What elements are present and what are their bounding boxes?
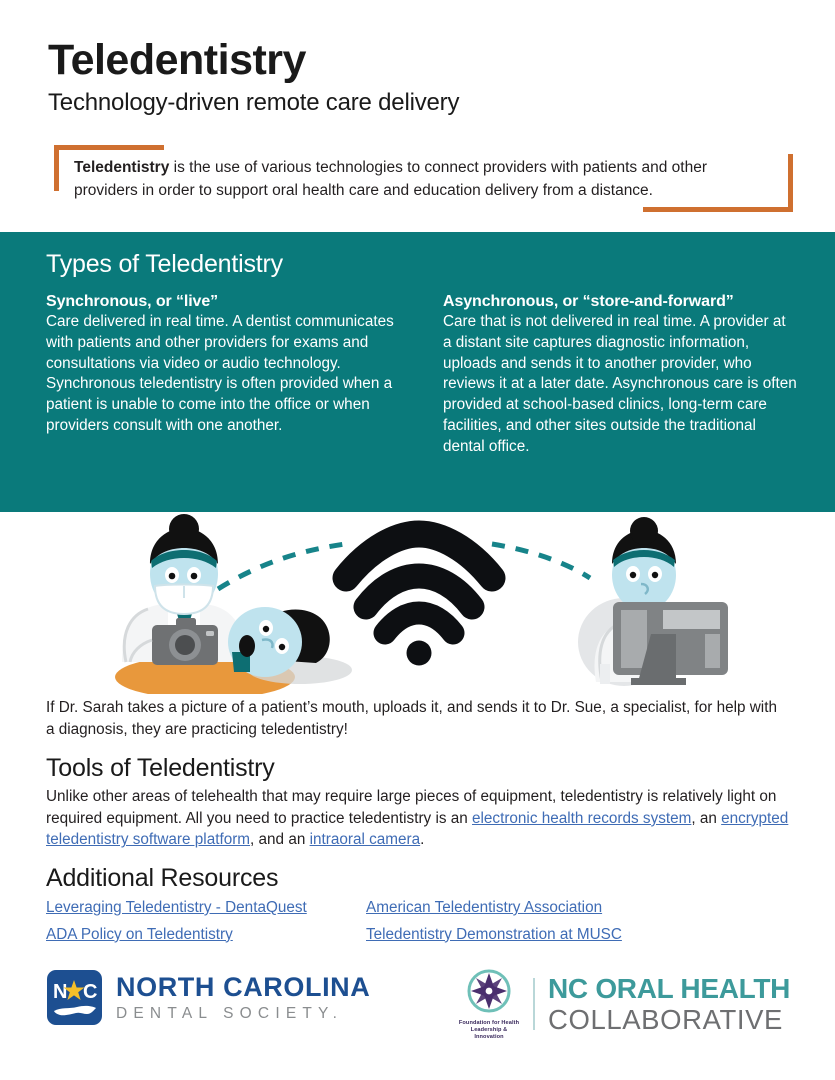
types-heading: Types of Teledentistry [46,250,283,278]
type-heading: Synchronous, or “live” [46,293,219,310]
illustration-caption: If Dr. Sarah takes a picture of a patient’s mouth, uploads it, and sends it to Dr. Sue, a specialist, for help with a diagnosis, they are practicing teledentistry! [46,699,777,738]
illustration-svg [0,512,835,694]
foundation-caption [458,1020,520,1041]
tools-text-3: , and an [250,831,310,849]
resource-link-ada-policy[interactable]: ADA Policy on Teledentistry [46,925,233,943]
computer-monitor-icon [613,602,728,685]
resource-link-american-teledentistry-association[interactable]: American Teledentistry Association [366,899,603,916]
svg-text:N: N [53,981,68,1003]
tools-heading: Tools of Teledentistry [46,754,275,782]
type-column-synchronous [46,293,401,458]
patient-pupil [263,626,269,632]
type-column-asynchronous [443,293,798,458]
definition-body: is the use of various technologies to connect providers with patients and other providers in order to support oral health care and education delivery from a distance. [74,159,707,199]
definition-text [74,157,775,202]
specialist-pupil [630,572,636,578]
nc-dental-society-logo [47,970,370,1025]
nc-badge-icon [47,970,102,1025]
bracket-top-icon [54,145,164,150]
bracket-bottom-icon [643,207,793,212]
foundation-mark-icon [461,968,517,1014]
patient-mouth [239,635,255,657]
types-columns [0,279,835,458]
page-subtitle: Technology-driven remote care delivery [48,89,460,117]
oral-health-collaborative-logo [458,968,790,1041]
collaborative-line-2: COLLABORATIVE [548,1004,783,1036]
nc-wordmark [116,971,371,1022]
signal-path-left-icon [218,544,345,589]
tools-section [46,754,791,851]
specialist-hair-bun [630,517,658,545]
wifi-signal-icon [346,534,492,666]
dentist-hair-bun [169,514,199,544]
type-body: Care that is not delivered in real time. A provider at a distant site captures diagnostic information, uploads and sends it to another provider, who reviews it at a later date. Asynchronous care is often provided at school-based clinics, long-term care facilities, and other sites outside the traditional dental office. [443,313,797,455]
foundation-logo [458,968,520,1041]
link-encrypted-teledentistry-software-platform[interactable]: encrypted teledentistry software platform [46,809,789,849]
link-electronic-health-records-system[interactable]: electronic health records system [472,809,692,827]
collaborative-line-1: NC ORAL HEALTH [548,973,791,1005]
camera-icon [152,618,218,665]
tools-text-2: , an [691,809,722,827]
tools-paragraph [46,786,791,851]
link-intraoral-camera[interactable]: intraoral camera [309,831,421,849]
resources-links [46,896,791,946]
collaborative-wordmark [548,975,790,1034]
nc-state-outline-icon [54,1006,96,1015]
types-section [0,232,835,512]
resource-link-leveraging-teledentistry[interactable]: Leveraging Teledentistry - DentaQuest [46,899,307,916]
resources-section [46,864,791,946]
nc-badge-svg [47,970,102,1025]
definition-term: Teledentistry [74,159,170,177]
tools-text-1: Unlike other areas of telehealth that may require large pieces of equipment, teledentistry is relatively light on required equipment. All you need to practice teledentistry is an [46,788,777,827]
footer-logos [0,962,835,1052]
type-heading: Asynchronous, or “store-and-forward” [443,293,734,310]
patient-pupil [279,644,285,650]
dentist-pupil [169,573,176,580]
foundation-caption-line-2: Leadership & Innovation [470,1026,508,1040]
specialist-leg [600,664,610,684]
page-header [0,0,835,117]
resource-link-musc-demonstration[interactable]: Teledentistry Demonstration at MUSC [366,925,622,943]
dentist-pupil [191,573,198,580]
svg-text:C: C [83,981,98,1003]
signal-path-right-icon [492,544,590,578]
resources-heading: Additional Resources [46,864,279,892]
tools-text-4: . [420,831,425,849]
bracket-left-icon [54,145,59,191]
logo-divider [533,978,535,1030]
bracket-right-icon [788,154,793,212]
page-title: Teledentistry [48,36,306,84]
specialist-at-computer [578,517,728,686]
type-body: Care delivered in real time. A dentist communicates with patients and other providers for exams and consultations via video or audio technology. Synchronous teledentistry is often provided when a patient is unable to come into the office or when providers consult with one another. [46,313,394,434]
specialist-pupil [652,572,658,578]
nc-line-2: DENTAL SOCIETY. [116,1004,344,1022]
foundation-caption-line-1: Foundation for Health [458,1020,520,1026]
illustration [0,512,835,694]
nc-line-1: NORTH CAROLINA [116,971,371,1002]
definition-callout [54,145,793,212]
